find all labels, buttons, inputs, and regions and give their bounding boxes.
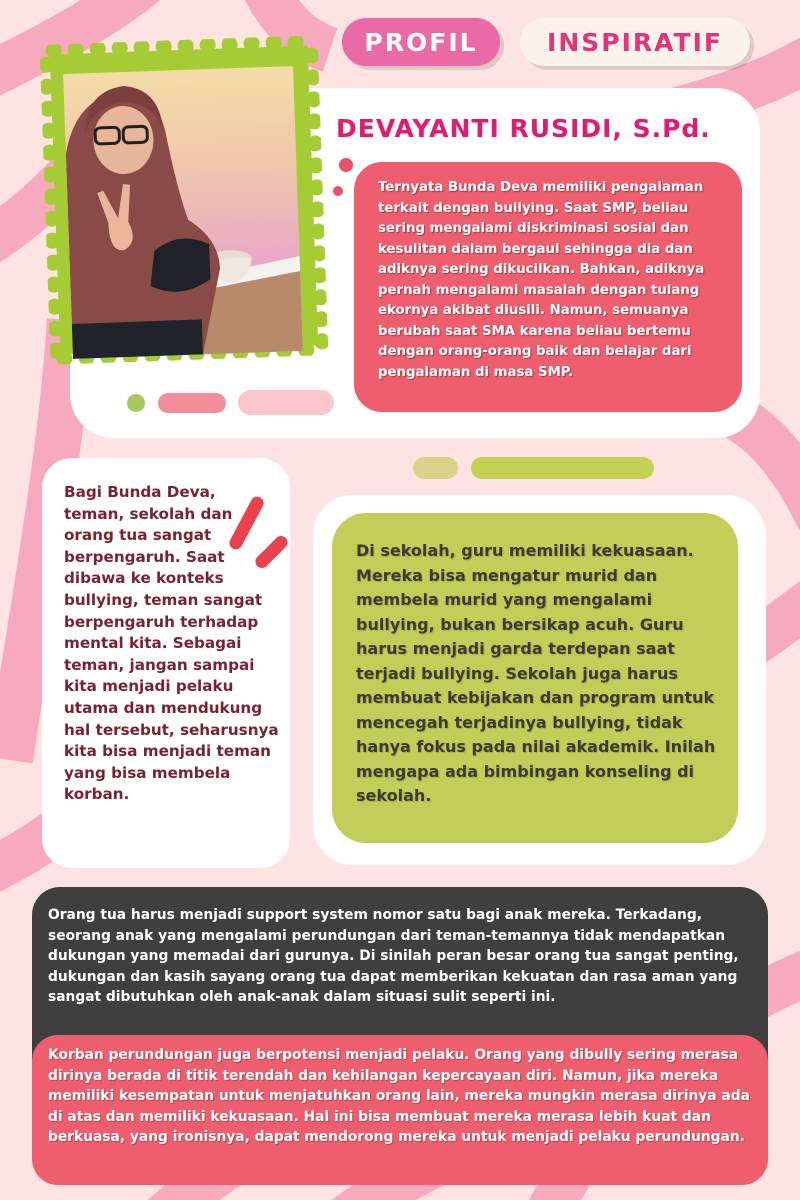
decorative-bar (238, 390, 334, 415)
title-inspiratif-text: INSPIRATIF (547, 27, 723, 57)
decorative-dot (339, 158, 353, 172)
experience-text: Ternyata Bunda Deva memiliki pengalaman terkait dengan bullying. Saat SMP, beliau sering mengalami diskriminasi sosial dan kesulitan dalam bergaul sehingga dia dan adiknya sering dikucilkan. Bahkan, adiknya pernah mengalami masalah dengan tulang ekornya akibat diusili. Namun, semuanya berubah saat SMA karena beliau bertemu dengan orang-orang baik dan belajar dari pengalaman di masa SMP. (378, 180, 705, 380)
person-illustration (63, 66, 303, 359)
friends-text: Bagi Bunda Deva, teman, sekolah dan orang tua sangat berpengaruh. Saat dibawa ke konteks bullying, teman sangat berpengaruh terhadap mental kita. Sebagai teman, jangan sampai kita menjadi pelaku utama dan mendukung hal tersebut, seharusnya kita bisa menjadi teman yang bisa membela korban. (64, 483, 279, 804)
decorative-bar (413, 457, 458, 479)
title-pill-inspiratif (520, 18, 750, 66)
profile-name: DEVAYANTI RUSIDI, S.Pd. (336, 114, 711, 143)
victims-text-box (32, 1035, 768, 1185)
title-pill-profil (342, 18, 500, 66)
experience-text-box (354, 162, 742, 412)
title-profil-text: PROFIL (364, 27, 478, 57)
decorative-bar (471, 457, 654, 479)
school-text: Di sekolah, guru memiliki kekuasaan. Mereka bisa mengatur murid dan membela murid yang mengalami bullying, bukan bersikap acuh. Guru harus menjadi garda terdepan saat terjadi bullying. Sekolah juga harus membuat kebijakan dan program untuk mencegah terjadinya bullying, tidak hanya fokus pada nilai akademik. Inilah mengapa ada bimbingan konseling di sekolah. (356, 541, 716, 805)
decorative-dot (127, 394, 145, 412)
parents-text: Orang tua harus menjadi support system nomor satu bagi anak mereka. Terkadang, seorang anak yang mengalami perundungan dari teman-temannya tidak mendapatkan dukungan yang memadai dari gurunya. Di sinilah peran besar orang tua sangat penting, dukungan dan kasih sayang orang tua dapat memberikan kekuatan dan rasa aman yang sangat dibutuhkan oleh anak-anak dalam situasi sulit seperti ini. (48, 907, 739, 1006)
decorative-dot (333, 186, 343, 196)
school-text-box (332, 513, 738, 843)
victims-text: Korban perundungan juga berpotensi menjadi pelaku. Orang yang dibully sering merasa dirinya berada di titik terendah dan kehilangan kepercayaan diri. Namun, jika mereka memiliki kesempatan untuk menjatuhkan orang lain, mereka mungkin merasa dirinya ada di atas dan memiliki kekuasaan. Hal ini bisa membuat mereka merasa lebih kuat dan berkuasa, yang ironisnya, dapat mendorong mereka untuk menjadi pelaku perundungan. (48, 1047, 750, 1146)
decorative-bar (158, 393, 226, 413)
profile-photo (63, 66, 303, 359)
